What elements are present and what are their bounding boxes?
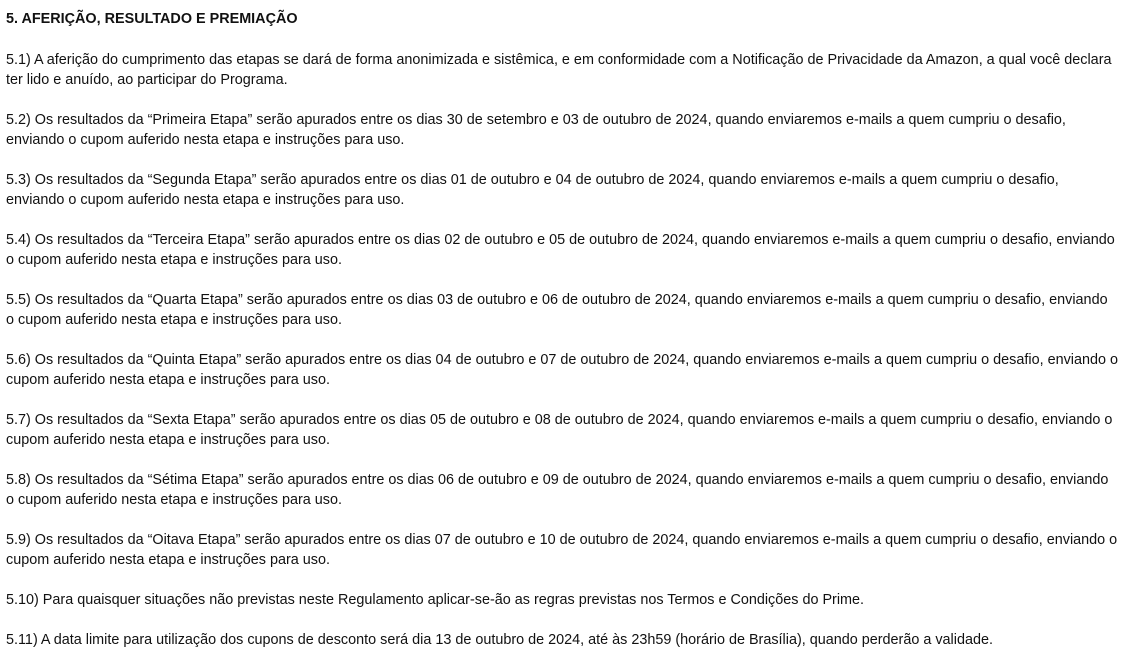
paragraph-5-3: 5.3) Os resultados da “Segunda Etapa” serão apurados entre os dias 01 de outubro e 04 de outubro de 2024, quando enviaremos e-mails a quem cumpriu o desafio, enviando o cupom auferido nesta etapa e instruções para uso. [6, 172, 1059, 208]
paragraph-5-1: 5.1) A aferição do cumprimento das etapas se dará de forma anonimizada e sistêmica, e em conformidade com a Notificação de Privacidade da Amazon, a qual você declara ter lido e anuído, ao participar do Programa. [6, 52, 1112, 88]
paragraph-5-9: 5.9) Os resultados da “Oitava Etapa” serão apurados entre os dias 07 de outubro e 10 de outubro de 2024, quando enviaremos e-mails a quem cumpriu o desafio, enviando o cupom auferido nesta etapa e instruções para uso. [6, 532, 1118, 568]
section-title: 5. AFERIÇÃO, RESULTADO E PREMIAÇÃO [6, 11, 298, 27]
paragraph-5-10: 5.10) Para quaisquer situações não previstas neste Regulamento aplicar-se-ão as regras previstas nos Termos e Condições do Prime. [6, 592, 865, 608]
paragraph-5-6: 5.6) Os resultados da “Quinta Etapa” serão apurados entre os dias 04 de outubro e 07 de outubro de 2024, quando enviaremos e-mails a quem cumpriu o desafio, enviando o cupom auferido nesta etapa e instruções para uso. [6, 352, 1118, 388]
paragraph-5-11: 5.11) A data limite para utilização dos cupons de desconto será dia 13 de outubro de 2024, até às 23h59 (horário de Brasília), quando perderão a validade. [6, 632, 993, 648]
paragraph-5-4: 5.4) Os resultados da “Terceira Etapa” serão apurados entre os dias 02 de outubro e 05 de outubro de 2024, quando enviaremos e-mails a quem cumpriu o desafio, enviando o cupom auferido nesta etapa e instruções para uso. [6, 232, 1115, 268]
paragraph-5-8: 5.8) Os resultados da “Sétima Etapa” serão apurados entre os dias 06 de outubro e 09 de outubro de 2024, quando enviaremos e-mails a quem cumpriu o desafio, enviando o cupom auferido nesta etapa e instruções para uso. [6, 472, 1109, 508]
paragraph-5-7: 5.7) Os resultados da “Sexta Etapa” serão apurados entre os dias 05 de outubro e 08 de outubro de 2024, quando enviaremos e-mails a quem cumpriu o desafio, enviando o cupom auferido nesta etapa e instruções para uso. [6, 412, 1113, 448]
paragraph-5-2: 5.2) Os resultados da “Primeira Etapa” serão apurados entre os dias 30 de setembro e 03 de outubro de 2024, quando enviaremos e-mails a quem cumpriu o desafio, enviando o cupom auferido nesta etapa e instruções para uso. [6, 112, 1066, 148]
paragraph-5-5: 5.5) Os resultados da “Quarta Etapa” serão apurados entre os dias 03 de outubro e 06 de outubro de 2024, quando enviaremos e-mails a quem cumpriu o desafio, enviando o cupom auferido nesta etapa e instruções para uso. [6, 292, 1108, 328]
